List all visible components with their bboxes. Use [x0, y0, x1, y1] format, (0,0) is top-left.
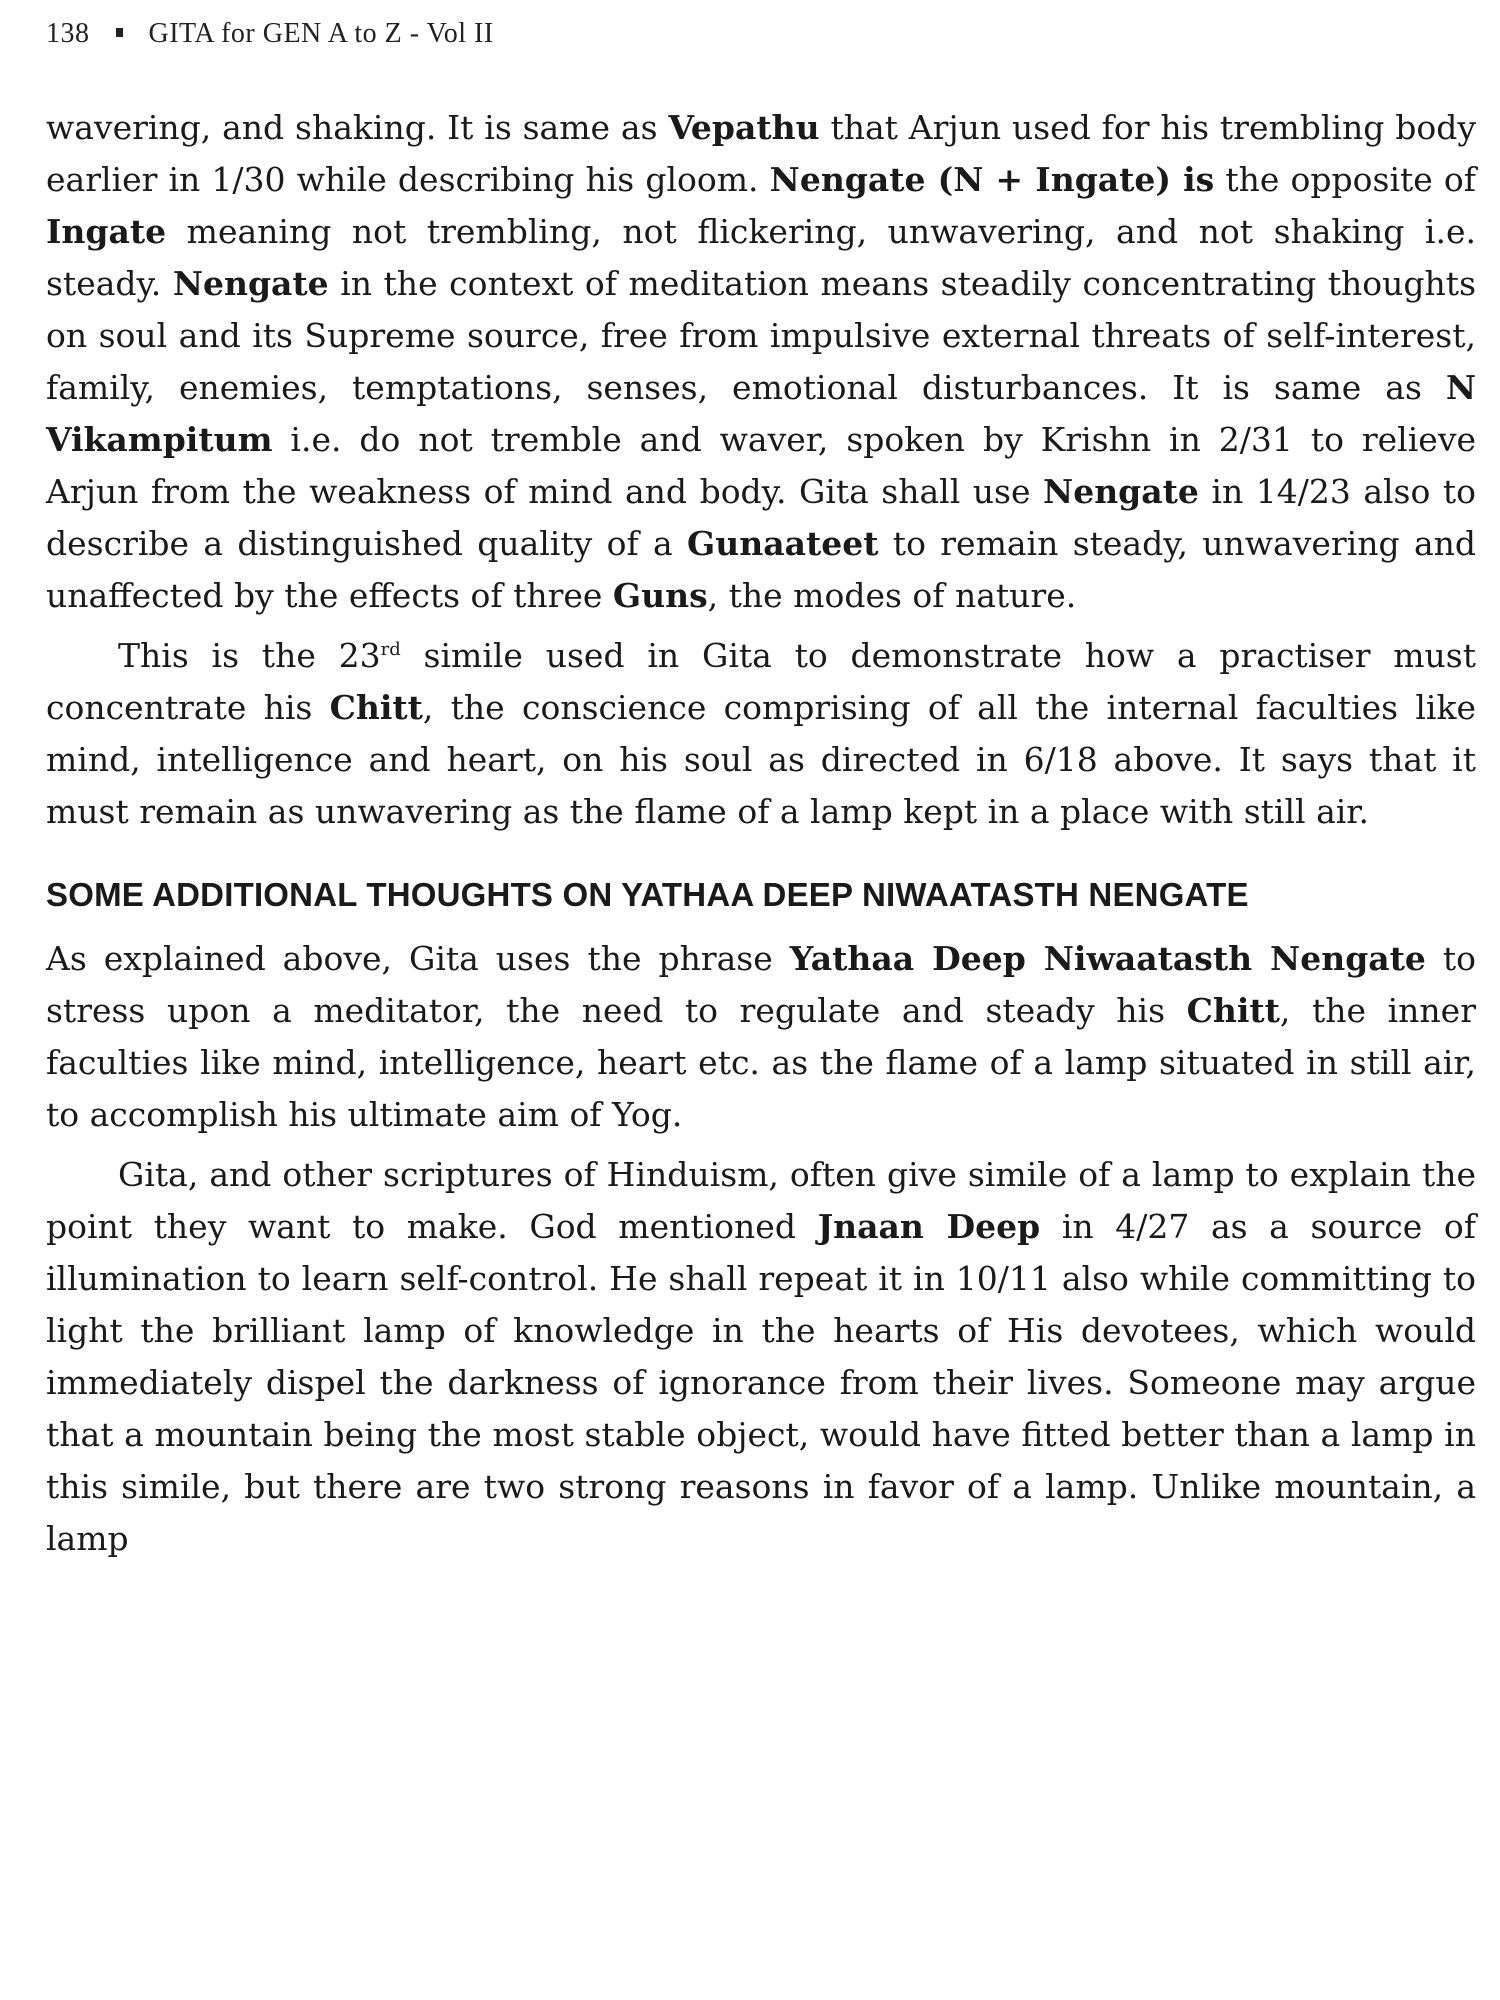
- text-run: wavering, and shaking. It is same as: [46, 108, 669, 147]
- term-nengate: Nengate: [1043, 472, 1199, 511]
- text-run: the opposite of: [1214, 160, 1476, 199]
- term-guns: Guns: [612, 576, 708, 615]
- paragraph-1: [46, 102, 1476, 622]
- term-chitt: Chitt: [1186, 991, 1280, 1030]
- term-jnaan-deep: Jnaan Deep: [817, 1207, 1041, 1246]
- term-chitt: Chitt: [329, 688, 423, 727]
- text-run: As explained above, Gita uses the phrase: [46, 939, 790, 978]
- book-title: GITA for GEN A to Z - Vol II: [148, 18, 494, 49]
- text-run: in 4/27 as a source of illumination to learn self-control. He shall repeat it in 10/11 also while committing to light the brilliant lamp of knowledge in the hearts of His devotees, which would immediately dispel the darkness of ignorance from their lives. Someone may argue that a mountain being the most stable object, would have fitted better than a lamp in this simile, but there are two strong reasons in favor of a lamp. Unlike mountain, a lamp: [46, 1207, 1476, 1558]
- text-run: i.e. do not tremble and waver, spoken by Krishn in 2/31 to relieve Arjun from the weakness of mind and body. Gita shall use: [46, 420, 1476, 511]
- text-run: meaning not trembling, not flickering, unwavering, and not shaking i.e. steady.: [46, 212, 1476, 303]
- term-n-vikampitum: N Vikampitum: [46, 368, 1476, 459]
- term-yathaa-deep-niwaatasth-nengate: Yathaa Deep Niwaatasth Nengate: [789, 939, 1426, 978]
- term-gunaateet: Gunaateet: [687, 524, 879, 563]
- text-run: that Arjun used for his trembling body earlier in 1/30 while describing his gloom.: [46, 108, 1476, 199]
- paragraph-2: [46, 630, 1476, 838]
- term-nengate-definition: Nengate (N + Ingate) is: [769, 160, 1215, 199]
- text-run: , the conscience comprising of all the internal faculties like mind, intelligence and heart, on his soul as directed in 6/18 above. It says that it must remain as unwavering as the flame of a lamp kept in a place with still air.: [46, 688, 1476, 831]
- text-run: to remain steady, unwavering and unaffected by the effects of three: [46, 524, 1476, 615]
- ordinal-suffix: rd: [380, 639, 401, 660]
- text-run: , the inner faculties like mind, intelligence, heart etc. as the flame of a lamp situated in still air, to accomplish his ultimate aim of Yog.: [46, 991, 1476, 1134]
- text-run: This is the 23: [118, 636, 381, 675]
- text-run: in the context of meditation means steadily concentrating thoughts on soul and its Supreme source, free from impulsive external threats of self-interest, family, enemies, temptations, senses, emotional disturbances. It is same as: [46, 264, 1476, 407]
- term-nengate: Nengate: [172, 264, 329, 303]
- text-run: in 14/23 also to describe a distinguished quality of a: [46, 472, 1477, 563]
- book-page: [46, 0, 1476, 2000]
- running-header: [46, 18, 494, 50]
- text-run: simile used in Gita to demonstrate how a practiser must concentrate his: [46, 636, 1477, 727]
- text-run: to stress upon a meditator, the need to regulate and steady his: [46, 939, 1476, 1030]
- text-run: , the modes of nature.: [707, 576, 1077, 615]
- body-text: [46, 102, 1476, 1565]
- paragraph-3: [46, 933, 1476, 1141]
- text-run: Gita, and other scriptures of Hinduism, often give simile of a lamp to explain the point they want to make. God mentioned: [46, 1155, 1476, 1246]
- paragraph-4: [46, 1149, 1476, 1565]
- header-separator-bullet: [116, 28, 123, 37]
- term-ingate: Ingate: [46, 212, 167, 251]
- page-number: 138: [46, 18, 90, 49]
- section-heading: SOME ADDITIONAL THOUGHTS ON YATHAA DEEP NIWAATASTH NENGATE: [46, 876, 1249, 913]
- term-vepathu: Vepathu: [668, 108, 820, 147]
